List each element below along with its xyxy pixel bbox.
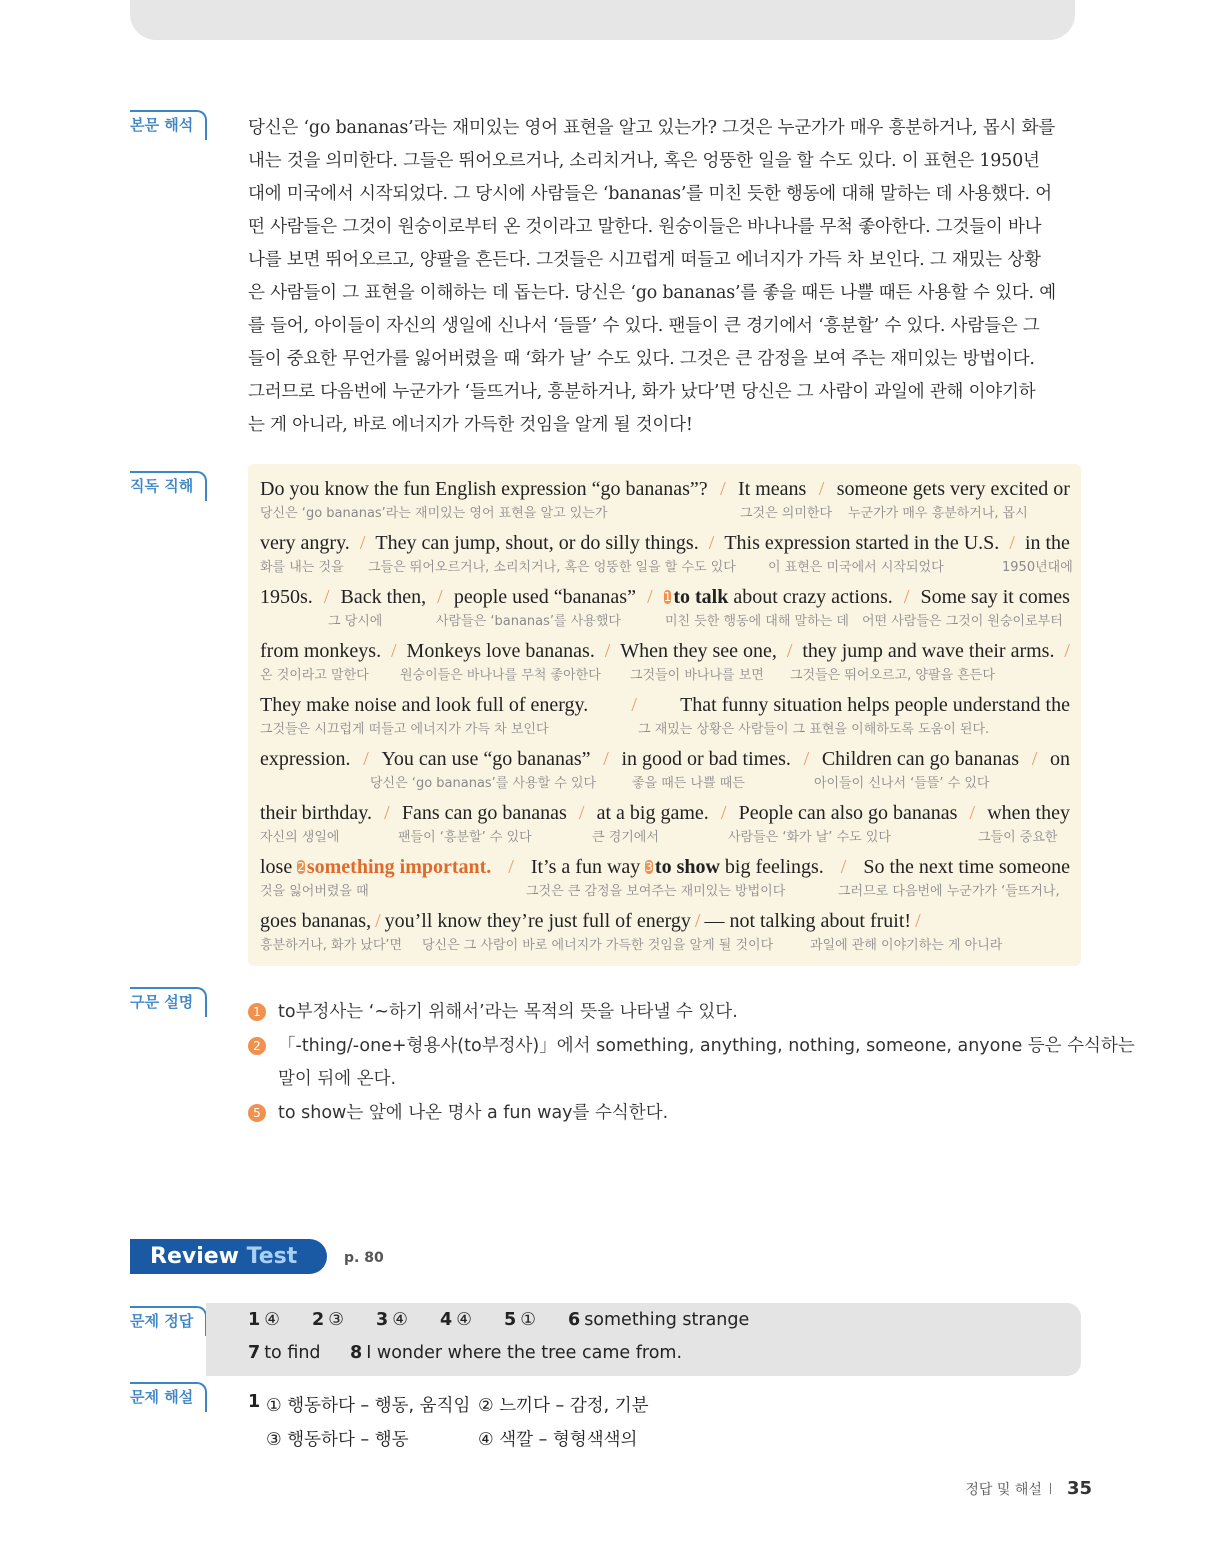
kr-chunk: 그 재밌는 상황은 사람들이 그 표현을 이해하도록 도움이 된다. [638,722,990,737]
translation-line: 당신은 ‘go bananas’라는 재미있는 영어 표현을 알고 있는가? 그것은 누군가가 매우 흥분하거나, 몹시 화를 [248,118,1056,138]
kr-chunk: 흥분하거나, 화가 났다’면 [260,938,403,953]
answer-item: 2 ③ [312,1310,344,1330]
en-chunk: This expression started in the U.S. [724,532,1000,554]
en-chunk: on [1049,748,1070,770]
note-number: 5 [248,1104,266,1122]
en-chunk: Some say it comes [920,586,1070,608]
en-chunk: Fans can go bananas [401,802,567,824]
kr-chunk: 원숭이들은 바나나를 무척 좋아한다 [400,668,601,683]
kr-chunk: 미친 듯한 행동에 대해 말하는 데 [665,614,849,629]
en-chunk: So the next time someone [863,856,1070,878]
kr-chunk: 이 표현은 미국에서 시작되었다 [768,560,944,575]
tag-grammar: 구문 설명 [130,987,207,1017]
en-chunk: in the [1024,532,1070,554]
reading-row: from monkeys. / Monkeys love bananas. / When they see one, / they jump and wave their arms. / 온 것이라고 말한다 원숭이들은 바나나를 무척 좋아한다 그것들이 바나나를 보면 그것들은 뛰어오르고, 양팔을 흔든다 [260,640,1070,683]
en-chunk: Children can go bananas [821,748,1019,770]
answer-item: 5 ① [504,1310,536,1330]
explanation-choice: ① 행동하다 – 행동, 움직임 [266,1396,471,1416]
kr-chunk: 그 당시에 [328,614,383,629]
kr-chunk: 사람들은 ‘화가 날’ 수도 있다 [728,830,891,845]
kr-chunk: 아이들이 신나서 ‘들뜰’ 수 있다 [814,776,990,791]
en-chunk: 1950s. [260,586,313,608]
reading-row: very angry. / They can jump, shout, or do silly things. / This expression started in the U.S. / in the 화를 내는 것을 그들은 뛰어오르거나, 소리치거나, 혹은 엉뚱한 일을 할 수도 있다 이 표현은 미국에서 시작되었다 1950년대에 [260,532,1073,575]
en-chunk-marked: 1 to talk about crazy actions. [663,586,893,608]
answer-item: 8 I wonder where the tree came from. [350,1343,683,1363]
kr-chunk: 1950년대에 [1002,560,1073,575]
explanation-choice: ④ 색깔 – 형형색색의 [478,1430,638,1450]
note-number: 1 [248,1003,266,1021]
page-footer [965,1478,1092,1499]
kr-chunk: 온 것이라고 말한다 [260,668,369,683]
review-test-heading: Review Test [130,1239,327,1274]
kr-chunk: 과일에 관해 이야기하는 게 아니라 [810,938,1003,953]
en-chunk: someone gets very excited or [836,478,1070,500]
marker-3: 3 [645,860,653,874]
answer-item: 6 something strange [568,1310,750,1330]
en-chunk: — not talking about fruit! [704,910,912,932]
kr-chunk: 팬들이 ‘흥분할’ 수 있다 [398,830,532,845]
kr-chunk: 그러므로 다음번에 누군가가 ‘들뜨거나, [838,884,1060,899]
marker-2: 2 [297,860,305,874]
explanation-item: 1 [248,1392,261,1412]
kr-chunk: 화를 내는 것을 [260,560,344,575]
answer-item: 4 ④ [440,1310,472,1330]
en-chunk: Monkeys love bananas. [406,640,595,662]
kr-chunk: 사람들은 ‘bananas’를 사용했다 [436,614,621,629]
en-chunk-marked: It’s a fun way 3 to show big feelings. [530,856,824,878]
translation-line: 대에 미국에서 시작되었다. 그 당시에 사람들은 ‘bananas’를 미친 듯한 행동에 대해 말하는 데 사용했다. 어 [248,184,1052,204]
en-chunk: People can also go bananas [738,802,958,824]
en-chunk: at a big game. [596,802,709,824]
kr-chunk: 그것들이 바나나를 보면 [630,668,764,683]
en-chunk: very angry. [260,532,350,554]
grammar-note: 1 to부정사는 ‘~하기 위해서’라는 목적의 뜻을 나타낼 수 있다. [248,998,738,1023]
en-chunk: They can jump, shout, or do silly things. [375,532,699,554]
reading-row: They make noise and look full of energy. / That funny situation helps people understand the 그것들은 시끄럽게 떠들고 에너지가 가득 차 보인다 그 재밌는 상황은 사람들이 그 표현을 이해하도록 도움이 된다. [260,694,1070,737]
answer-item: 7 to find [248,1343,321,1363]
en-chunk: Do you know the fun English expression “go bananas”? [260,478,708,500]
top-banner [130,0,1075,40]
answer-item: 3 ④ [376,1310,408,1330]
en-chunk: from monkeys. [260,640,382,662]
en-chunk: They make noise and look full of energy. [260,694,589,716]
en-chunk: they jump and wave their arms. [802,640,1055,662]
reading-row: Do you know the fun English expression “go bananas”? / It means / someone gets very excited or 당신은 ‘go bananas’라는 재미있는 영어 표현을 알고 있는가 그것은 의미한다 누군가가 매우 흥분하거나, 몹시 [260,478,1070,521]
explanation-choice: ③ 행동하다 – 행동 [266,1430,409,1450]
reading-row: lose 2 something important. / It’s a fun way 3 to show big feelings. / So the next time someone 것을 잃어버렸을 때 그것은 큰 감정을 보여주는 재미있는 방법이다 그러므로 다음번에 누군가가 ‘들뜨거나, [260,856,1070,899]
translation-line: 은 사람들이 그 표현을 이해하는 데 돕는다. 당신은 ‘go bananas’를 좋을 때든 나쁠 때든 사용할 수 있다. 예 [248,283,1056,303]
kr-chunk: 그들은 뛰어오르거나, 소리치거나, 혹은 엉뚱한 일을 할 수도 있다 [368,560,736,575]
kr-chunk: 당신은 그 사람이 바로 에너지가 가득한 것임을 알게 될 것이다 [422,938,774,953]
grammar-note: 5 to show는 앞에 나온 명사 a fun way를 수식한다. [248,1099,668,1124]
en-chunk: expression. [260,748,351,770]
translation-line: 내는 것을 의미한다. 그들은 뛰어오르거나, 소리치거나, 혹은 엉뚱한 일을 할 수도 있다. 이 표현은 1950년 [248,151,1040,171]
tag-explanations: 문제 해설 [130,1382,207,1412]
kr-chunk: 그것들은 뛰어오르고, 양팔을 흔든다 [790,668,995,683]
en-chunk: people used “bananas” [453,586,636,608]
tag-translation: 본문 해석 [130,110,207,140]
grammar-note: 2 「-thing/-one+형용사(to부정사)」에서 something, anything, nothing, someone, anyone 등은 수식하는 [248,1032,1135,1057]
grammar-note-cont: 말이 뒤에 온다. [278,1069,397,1089]
note-number: 2 [248,1037,266,1055]
kr-chunk: 큰 경기에서 [592,830,659,845]
footer-label: 정답 및 해설 [965,1482,1042,1498]
explanation-choice: ② 느끼다 – 감정, 기분 [478,1396,649,1416]
en-chunk: It means [738,478,807,500]
en-chunk: when they [987,802,1070,824]
translation-line: 그러므로 다음번에 누군가가 ‘들뜨거나, 흥분하거나, 화가 났다’면 당신은 그 사람이 과일에 관해 이야기하 [248,382,1036,402]
review-page-ref: p. 80 [344,1250,384,1266]
en-chunk-marked: lose 2 something important. [260,856,492,878]
kr-chunk: 그것들은 시끄럽게 떠들고 에너지가 가득 차 보인다 [260,722,549,737]
translation-paragraph [248,112,1082,442]
page-number: 35 [1066,1478,1092,1499]
en-chunk: goes bananas, [260,910,372,932]
en-chunk: That funny situation helps people understand the [680,694,1070,716]
tag-answers: 문제 정답 [130,1306,207,1336]
footer-divider [1050,1483,1051,1494]
kr-chunk: 어떤 사람들은 그것이 원숭이로부터 [862,614,1063,629]
translation-line: 떤 사람들은 그것이 원숭이로부터 온 것이라고 말한다. 원숭이들은 바나나를 무척 좋아한다. 그것들이 바나 [248,217,1042,237]
kr-chunk: 그것은 의미한다 [740,506,833,521]
translation-line: 를 들어, 아이들이 자신의 생일에 신나서 ‘들뜰’ 수 있다. 팬들이 큰 경기에서 ‘흥분할’ 수 있다. 사람들은 그 [248,316,1040,336]
translation-line: 들이 중요한 무언가를 잃어버렸을 때 ‘화가 날’ 수도 있다. 그것은 큰 감정을 보여 주는 재미있는 방법이다. [248,349,1035,369]
en-chunk: their birthday. [260,802,373,824]
reading-row: 1950s. / Back then, / people used “bananas” / 1 to talk about crazy actions. / Some say it comes 그 당시에 사람들은 ‘bananas’를 사용했다 미친 듯한 행동에 대해 말하는 데 어떤 사람들은 그것이 원숭이로부터 [260,586,1070,629]
en-chunk: When they see one, [620,640,777,662]
direct-reading-box [248,464,1081,966]
marker-1: 1 [663,590,672,604]
tag-direct-reading: 직독 직해 [130,471,207,501]
reading-row: goes bananas, / you’ll know they’re just full of energy / — not talking about fruit! / 흥분하거나, 화가 났다’면 당신은 그 사람이 바로 에너지가 가득한 것임을 알게 될 것이다 과일에 관해 이야기하는 게 아니라 [260,910,1003,953]
kr-chunk: 당신은 ‘go bananas’라는 재미있는 영어 표현을 알고 있는가 [260,506,608,521]
en-chunk: Back then, [340,586,427,608]
en-chunk: in good or bad times. [621,748,791,770]
kr-chunk: 자신의 생일에 [260,830,340,845]
answer-item: 1 ④ [248,1310,280,1330]
kr-chunk: 것을 잃어버렸을 때 [260,884,369,899]
translation-line: 는 게 아니라, 바로 에너지가 가득한 것임을 알게 될 것이다! [248,415,693,435]
reading-row: expression. / You can use “go bananas” / in good or bad times. / Children can go bananas / on 당신은 ‘go bananas’를 사용할 수 있다 좋을 때든 나쁠 때든 아이들이 신나서 ‘들뜰’ 수 있다 [260,748,1070,791]
en-chunk: you’ll know they’re just full of energy [384,910,691,932]
kr-chunk: 그것은 큰 감정을 보여주는 재미있는 방법이다 [526,884,786,899]
kr-chunk: 좋을 때든 나쁠 때든 [632,776,745,791]
kr-chunk: 그들이 중요한 [978,830,1058,845]
kr-chunk: 당신은 ‘go bananas’를 사용할 수 있다 [370,776,597,791]
translation-line: 나를 보면 뛰어오르고, 양팔을 흔든다. 그것들은 시끄럽게 떠들고 에너지가 가득 차 보인다. 그 재밌는 상황 [248,250,1041,270]
kr-chunk: 누군가가 매우 흥분하거나, 몹시 [848,506,1028,521]
en-chunk: You can use “go bananas” [381,748,591,770]
reading-row: their birthday. / Fans can go bananas / at a big game. / People can also go bananas / when they 자신의 생일에 팬들이 ‘흥분할’ 수 있다 큰 경기에서 사람들은 ‘화가 날’ 수도 있다 그들이 중요한 [260,802,1070,845]
